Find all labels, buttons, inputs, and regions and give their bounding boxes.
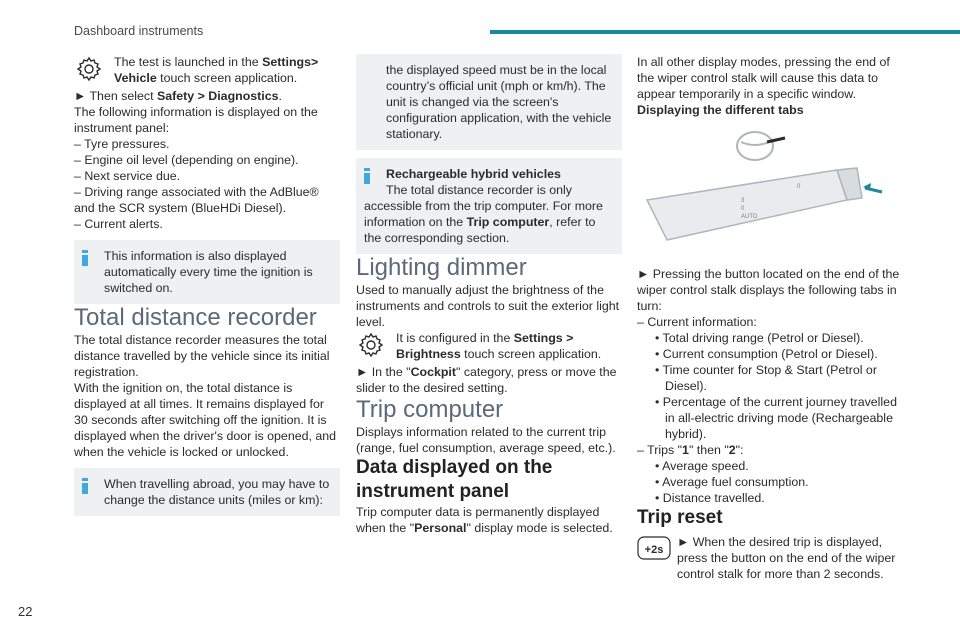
text: The total distance recorder is only accessible from the trip computer. For more information on the	[364, 183, 603, 229]
info-text: This information is also displayed automatically every time the ignition is switched on.	[104, 249, 313, 295]
info-text	[364, 182, 614, 246]
info-box	[74, 240, 340, 304]
trip-number: 1	[682, 443, 689, 457]
paragraph: The total distance recorder measures the total distance travelled by the vehicle since its initial registration.	[74, 333, 330, 379]
menu-path: Safety > Diagnostics	[156, 89, 279, 103]
step: ► Pressing the button located on the end of the wiper control stalk displays the following tabs in turn:	[637, 267, 900, 313]
step	[74, 88, 340, 104]
list-item: – Engine oil level (depending on engine).	[74, 153, 299, 167]
info-box	[74, 468, 340, 516]
list-item: – Current alerts.	[74, 217, 163, 231]
hold-2s-label: +2s	[644, 544, 664, 556]
tabs-heading: Displaying the different tabs	[637, 103, 804, 117]
list-item: • Distance travelled.	[655, 491, 765, 505]
text: – Trips "	[637, 443, 683, 457]
list-item: • Time counter for Stop & Start (Petrol or Diesel).	[655, 363, 877, 393]
settings-path: Settings> Vehicle	[114, 55, 319, 85]
wiper-stalk-diagram	[637, 130, 887, 250]
info-icon	[82, 478, 88, 494]
list-item: • Total driving range (Petrol or Diesel).	[655, 331, 864, 345]
list-item: – Current information:	[637, 315, 757, 329]
text: The test is launched in the	[114, 55, 263, 69]
gear-icon	[356, 330, 392, 364]
step	[356, 364, 622, 396]
subsection-heading: Data displayed on the instrument panel	[356, 457, 553, 502]
trip-number: 2	[728, 443, 736, 457]
info-title: Rechargeable hybrid vehicles	[386, 167, 561, 181]
mode-name: Personal	[414, 521, 467, 535]
reset-text: ► When the desired trip is displayed, press the button on the end of the wiper control stalk for more than 2 seconds.	[677, 535, 896, 581]
page-number: 22	[18, 604, 33, 619]
running-header: Dashboard instruments	[74, 24, 204, 38]
list-item: – Next service due.	[74, 169, 181, 183]
paragraph: With the ignition on, the total distance is displayed at all times. It remains displayed for 30 seconds after switching off the ignition. It is displayed when the driver's door is opened, and when the vehicle is locked or unlocked.	[74, 381, 337, 459]
list-item: – Tyre pressures.	[74, 137, 170, 151]
settings-path: Settings > Brightness	[396, 331, 574, 361]
reset-note	[637, 534, 903, 582]
stalk-label: 0	[741, 206, 745, 212]
hybrid-info-box	[356, 158, 622, 254]
paragraph: In all other display modes, pressing the end of the wiper control stalk will cause this data to appear temporarily in a specific window.	[637, 55, 890, 101]
column-1	[74, 54, 340, 516]
info-box-continued	[356, 54, 622, 150]
text: " category, press or move the slider to the desired setting.	[356, 365, 617, 395]
text: " then "	[688, 443, 729, 457]
steering-wheel-icon	[737, 132, 773, 160]
text: touch screen application.	[156, 71, 298, 85]
wiper-stalk-illustration	[637, 130, 903, 254]
settings-note	[74, 54, 340, 88]
list-item: • Percentage of the current journey travelled in all-electric driving mode (Rechargeable hybrid).	[655, 395, 897, 441]
section-heading: Trip computer	[356, 396, 504, 423]
paragraph	[356, 504, 622, 536]
text: It is configured in the	[396, 331, 514, 345]
settings-note-text	[114, 54, 340, 88]
section-ref: Trip computer	[466, 215, 550, 229]
text: ► In the "	[356, 365, 411, 379]
hold-2s-icon	[637, 534, 673, 582]
list-item: • Current consumption (Petrol or Diesel).	[655, 347, 878, 361]
column-2	[356, 54, 622, 536]
text: " display mode is selected.	[466, 521, 613, 535]
subsection-heading: Trip reset	[637, 507, 723, 528]
text: ► Then select	[74, 89, 157, 103]
list-item: • Average fuel consumption.	[655, 475, 809, 489]
info-icon	[82, 250, 88, 266]
stalk-body	[647, 168, 862, 240]
section-heading: Lighting dimmer	[356, 254, 527, 281]
text: Trip computer data is permanently displayed when the "	[356, 505, 600, 535]
text: , refer to the corresponding section.	[364, 215, 596, 245]
settings-note	[356, 330, 622, 364]
info-text: the displayed speed must be in the local country’s official unit (mph or km/h). The unit is changed via the screen's configuration application, with the vehicle stationary.	[386, 63, 612, 141]
paragraph: Used to manually adjust the brightness of the instruments and controls to suit the exterior light level.	[356, 283, 620, 329]
intro-text: The following information is displayed on the instrument panel:	[74, 105, 318, 135]
list-item: – Driving range associated with the AdBlue® and the SCR system (BlueHDi Diesel).	[74, 185, 319, 215]
text: ":	[735, 443, 744, 457]
list-item: • Average speed.	[655, 459, 749, 473]
stalk-label: 0	[797, 184, 801, 190]
category-name: Cockpit	[410, 365, 456, 379]
gear-icon	[74, 54, 110, 88]
list-item	[637, 442, 903, 458]
section-heading: Total distance recorder	[74, 304, 317, 331]
stalk-label: 3	[741, 198, 745, 204]
text: .	[278, 89, 282, 103]
column-3	[637, 54, 903, 582]
paragraph: Displays information related to the current trip (range, fuel consumption, average speed, etc.).	[356, 425, 616, 455]
stalk-label: AUTO	[741, 214, 758, 220]
settings-note-text	[396, 330, 622, 364]
info-icon	[364, 168, 370, 184]
header-accent-bar	[490, 30, 960, 34]
text: touch screen application.	[460, 347, 602, 361]
info-text: When travelling abroad, you may have to change the distance units (miles or km):	[104, 477, 330, 507]
